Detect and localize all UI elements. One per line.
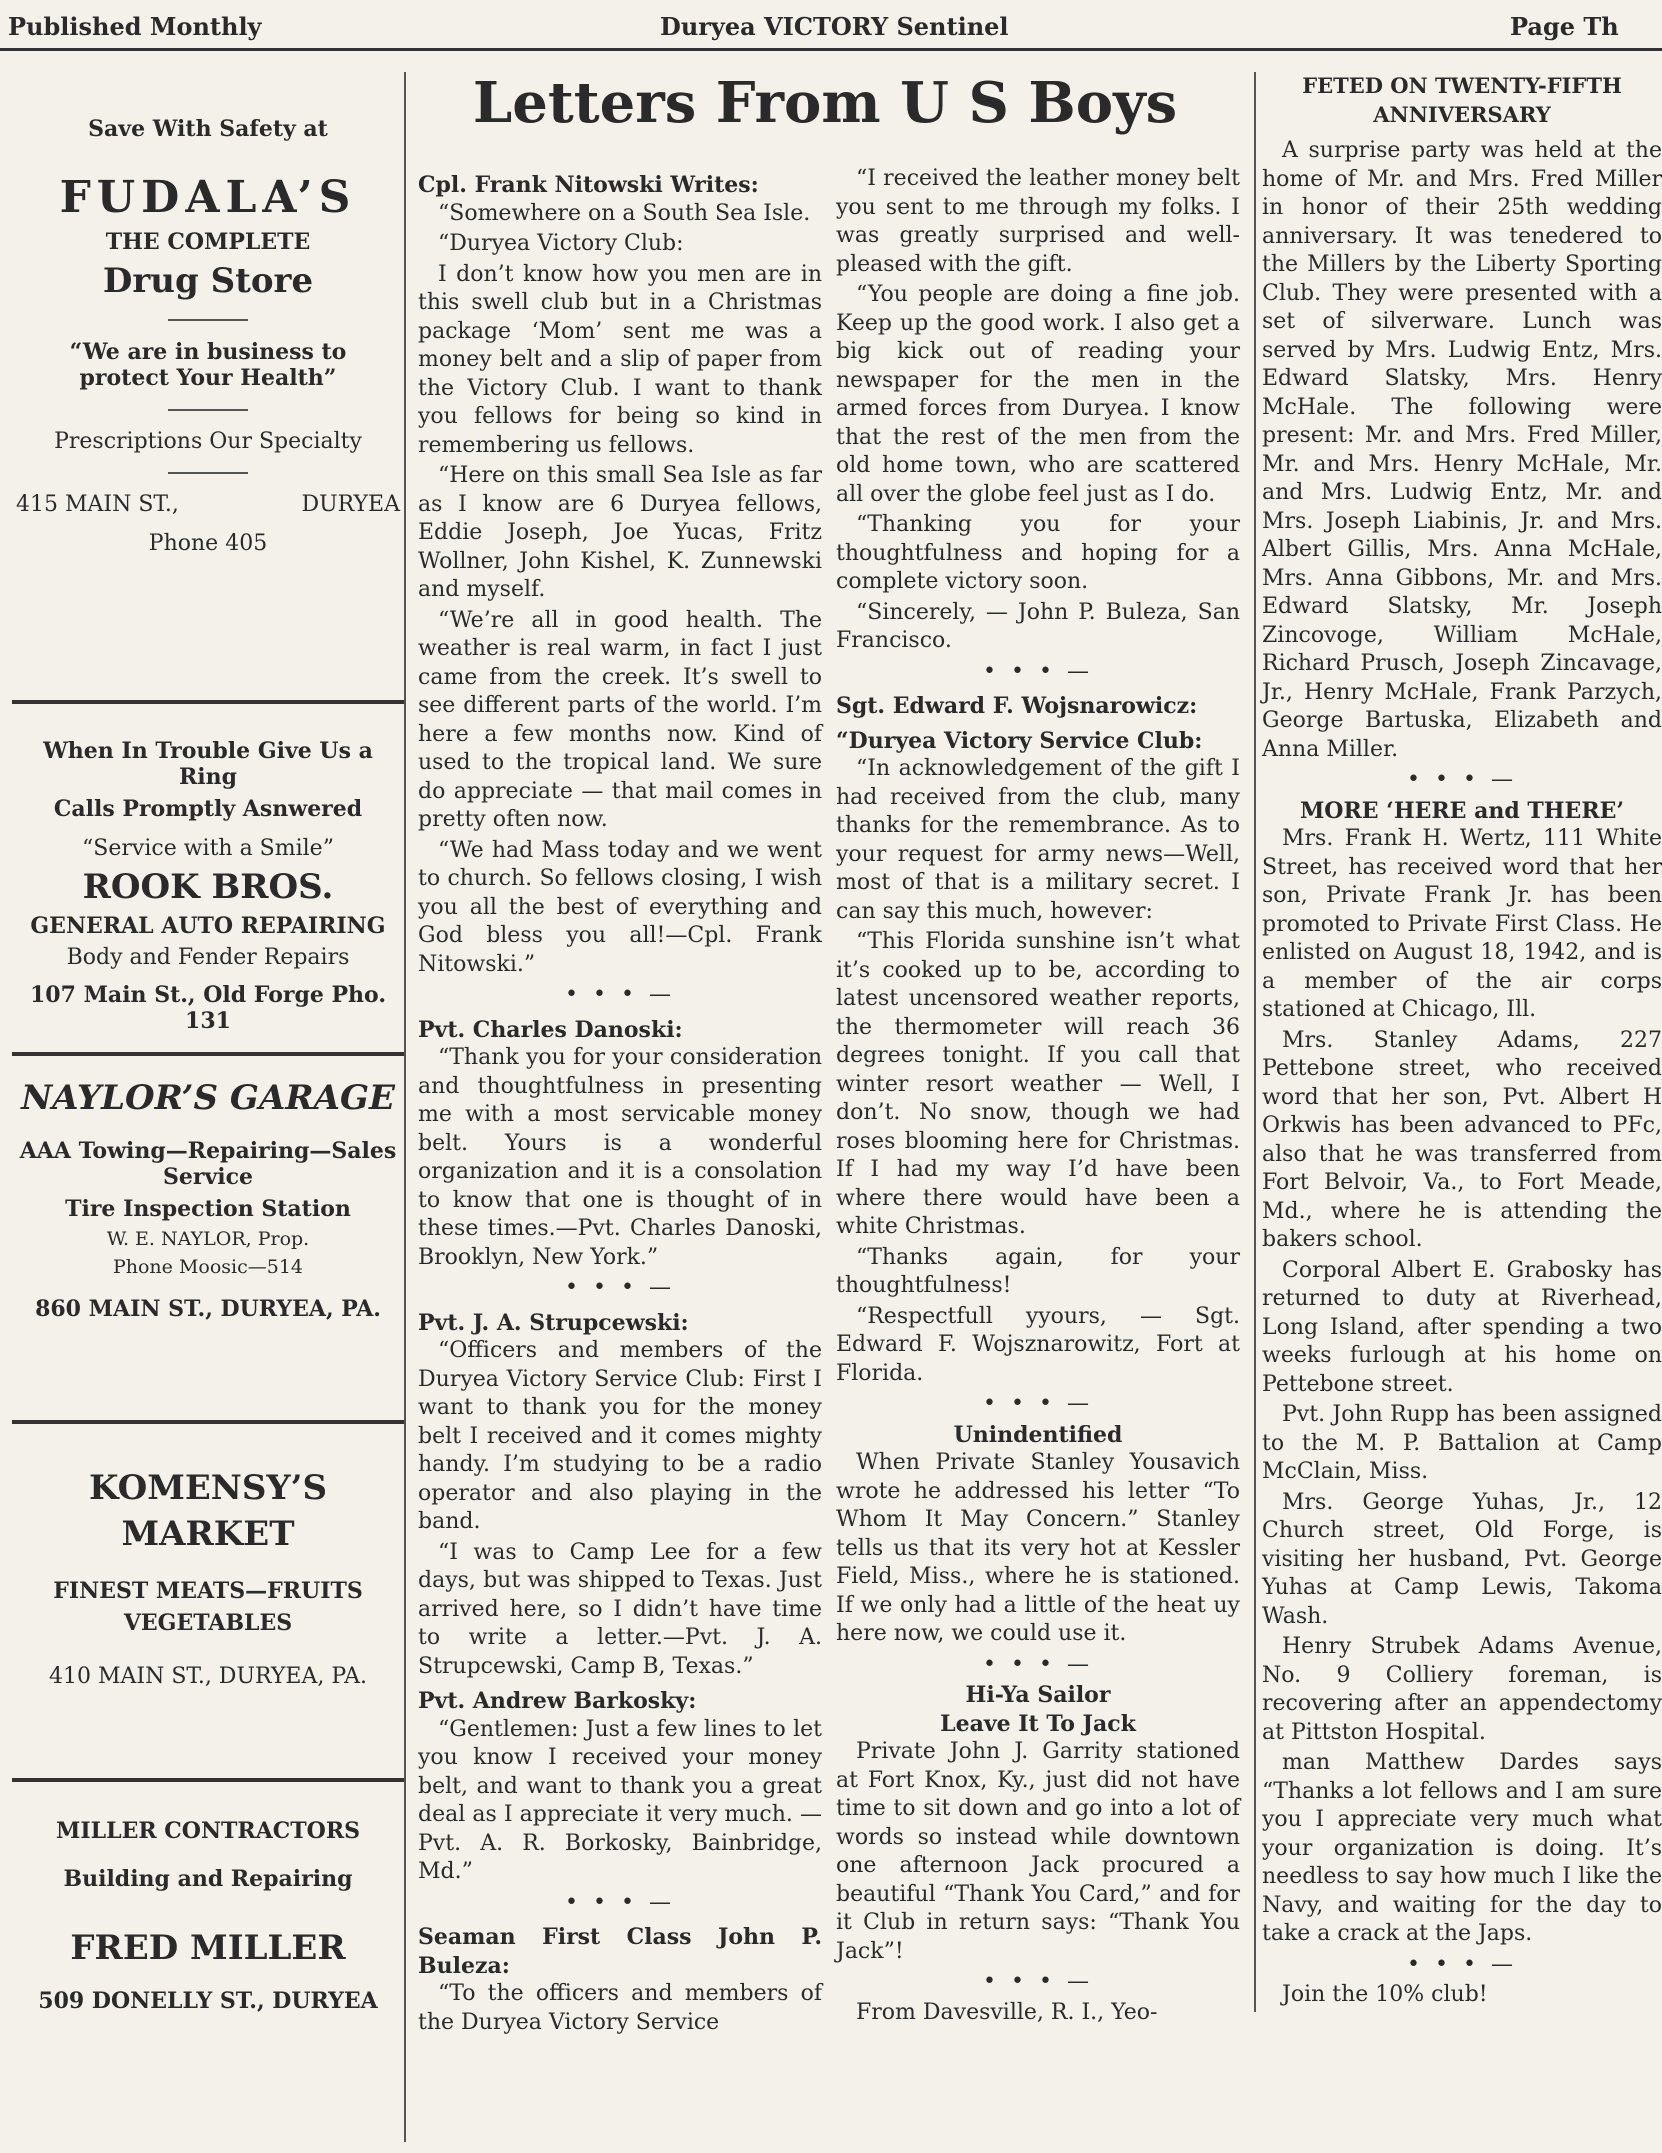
- paragraph: A surprise party was held at the home of Mr. and Mrs. Fred Miller in honor of their 25th wedding anniversary. It was tenedered to the Millers by the Liberty Sporting Club. They were presented with a set of silverware. Lunch was served by Mrs. Ludwig Entz, Mrs. Edward Slatsky, Mrs. Henry McHale. The following were present: Mr. and Mrs. Fred Miller, Mr. and Mrs. Henry McHale, Mr. and Mrs. Ludwig Entz, Mr. and Mrs. Joseph Liabinis, Jr. and Mrs. Albert Gillis, Mrs. Anna McHale, Mrs. Anna Gibbons, Mr. and Mrs. Edward Slatsky, Mr. Joseph Zincovoge, William McHale, Richard Prusch, Joseph Zincavage, Jr., Henry McHale, Frank Parzych, George Bartuska, Elizabeth and Anna Miller.: [1262, 138, 1662, 762]
- ad-address: 509 DONELLY ST., DURYEA: [38, 1988, 378, 2014]
- ad-line: Building and Repairing: [63, 1866, 353, 1892]
- separator: • • • —: [983, 1391, 1093, 1416]
- ad-line: GENERAL AUTO REPAIRING: [30, 913, 386, 939]
- komensys-market-ad: [12, 1462, 404, 1695]
- separator: • • • —: [983, 1969, 1093, 1994]
- ad-title: NAYLOR’S GARAGE: [21, 1078, 395, 1118]
- ad-title: MARKET: [121, 1514, 295, 1554]
- letter-heading: Sgt. Edward F. Wojsnarowicz:: [836, 693, 1198, 719]
- paragraph: When Private Stanley Yousavich wrote he addressed his letter “To Whom It May Concern.” Stanley tells us that its very hot at Kessler Field, Miss., where he is stationed. If we only had a little of the heat uy here now, we could use it.: [836, 1450, 1240, 1646]
- paragraph: “Thanking you for your thoughtfulness and hoping for a complete victory soon.: [836, 512, 1240, 594]
- letter-heading: Hi-Ya Sailor: [965, 1682, 1111, 1708]
- letter-heading: Pvt. J. A. Strupcewski:: [418, 1309, 689, 1336]
- ad-title: FRED MILLER: [70, 1928, 346, 1968]
- divider: [12, 1052, 404, 1056]
- paragraph: Henry Strubek Adams Avenue, No. 9 Colliery foreman, is recovering after an appendectomy at Pittston Hospital.: [1262, 1634, 1662, 1745]
- letter-heading: Pvt. Andrew Barkosky:: [418, 1688, 697, 1714]
- ad-line: When In Trouble Give Us a Ring: [43, 738, 373, 790]
- paragraph: “We had Mass today and we went to church. So fellows closing, I wish you all the best of everything and God bless you all!—Cpl. Frank Nitowski.”: [418, 837, 822, 977]
- paragraph: Mrs. Frank H. Wertz, 111 White Street, has received word that her son, Private Frank Jr. has been promoted to Private First Class. He enlisted on August 18, 1942, and is a member of the air corps stationed at Chicago, Ill.: [1262, 826, 1662, 1022]
- separator: • • • —: [565, 1275, 675, 1300]
- paragraph: Join the 10% club!: [1282, 1982, 1488, 2007]
- rook-bros-ad: [12, 732, 404, 1040]
- ad-line: “Service with a Smile”: [82, 836, 334, 861]
- paragraph: “You people are doing a fine job. Keep up the good work. I also get a big kick out of reading your newspaper for the men in the armed forces from Duryea. I know that the rest of the men from the old home town, who are scattered all over the globe feel just as I do.: [836, 282, 1240, 507]
- paragraph: “Duryea Victory Club:: [438, 231, 684, 256]
- letter-heading: “Duryea Victory Service Club:: [836, 727, 1203, 754]
- separator: • • • —: [983, 658, 1093, 684]
- ad-line: Body and Fender Repairs: [66, 945, 350, 970]
- paragraph: I don’t know how you men are in this swell club but in a Christmas package ‘Mom’ sent me was a money belt and a slip of paper from the Victory Club. I want to thank you fellows for being so kind in remembering us fellows.: [418, 261, 822, 458]
- paragraph: “Sincerely, — John P. Buleza, San Francisco.: [836, 599, 1240, 653]
- ad-title: KOMENSY’S: [88, 1468, 328, 1508]
- ad-title: FUDALA’S: [59, 172, 357, 223]
- ad-title: ROOK BROS.: [82, 867, 334, 907]
- masthead: [0, 0, 1662, 51]
- divider: [12, 1420, 404, 1424]
- divider: [12, 1778, 404, 1782]
- paragraph: Mrs. Stanley Adams, 227 Pettebone street, who received word that her son, Pvt. Albert H Orkwis has been advanced to PFc, also that he was transferred from Fort Belvoir, Va., to Fort Meade, Md., where he is attending the bakers school.: [1262, 1027, 1662, 1252]
- ad-line: THE COMPLETE: [105, 229, 311, 255]
- ad-line: FINEST MEATS—FRUITS: [53, 1578, 363, 1604]
- letter-heading: Seaman First Class John P. Buleza:: [418, 1924, 822, 1979]
- ad-address: 410 MAIN ST., DURYEA, PA.: [48, 1664, 367, 1689]
- paragraph: Pvt. John Rupp has been assigned to the M. P. Battalion at Camp McClain, Miss.: [1262, 1402, 1662, 1484]
- page-number: Page Th: [1510, 12, 1619, 41]
- paragraph: “I received the leather money belt you sent to me through my folks. I was greatly surprised and well-pleased with the gift.: [836, 166, 1240, 277]
- divider: [168, 472, 248, 474]
- ad-line: Calls Promptly Asnwered: [53, 796, 363, 822]
- separator: • • • —: [1407, 767, 1517, 792]
- paragraph: “Here on this small Sea Isle as far as I know are 6 Duryea fellows, Eddie Joseph, Joe Yucas, Fritz Wollner, John Kishel, K. Zunnewski and myself.: [418, 463, 822, 602]
- miller-contractors-ad: [12, 1812, 404, 2020]
- paragraph: “Officers and members of the Duryea Victory Service Club: First I want to thank you for the money belt I received and it comes mighty handy. I’m studying to be a radio operator and also playing in the band.: [418, 1338, 822, 1534]
- separator: • • • —: [565, 1889, 675, 1915]
- divider: [168, 319, 248, 321]
- ad-line: Drug Store: [102, 261, 314, 301]
- paragraph: “To the officers and members of the Duryea Victory Service: [418, 1981, 822, 2035]
- letters-column-2: [836, 165, 1240, 2029]
- paragraph: “I was to Camp Lee for a few days, but was shipped to Texas. Just arrived here, so I didn’t have time to write a letter.—Pvt. J. A. Strupcewski, Camp B, Texas.”: [418, 1539, 822, 1679]
- paragraph: From Davesville, R. I., Yeo-: [856, 1999, 1158, 2025]
- paragraph: Corporal Albert E. Grabosky has returned to duty at Riverhead, Long Island, after spending a two weeks furlough at his home on Pettebone street.: [1262, 1257, 1662, 1397]
- ad-address: 860 MAIN ST., DURYEA, PA.: [35, 1296, 381, 1322]
- ad-title: MILLER CONTRACTORS: [55, 1818, 360, 1844]
- ad-line: AAA Towing—Repairing—Sales Service: [19, 1138, 397, 1190]
- ad-line: Tire Inspection Station: [65, 1196, 351, 1222]
- naylors-garage-ad: [12, 1072, 404, 1328]
- letter-heading: Leave It To Jack: [940, 1710, 1136, 1737]
- social-news-column: [1254, 72, 1662, 2012]
- ad-address: 107 Main St., Old Forge Pho. 131: [30, 982, 386, 1034]
- paragraph: man Matthew Dardes says “Thanks a lot fellows and I am sure you I appreciate very much what your organization is doing. It’s needless to say how much I like the Navy, and waiting for the day to take a crack at the Japs.: [1262, 1750, 1662, 1946]
- paragraph: Private John J. Garrity stationed at Fort Knox, Ky., just did not have time to sit down and go into a lot of words so instead while downtown one afternoon Jack procured a beautiful “Thank You Card,” and for it Club in return says: “Thank You Jack”!: [836, 1739, 1240, 1964]
- ad-line: Prescriptions Our Specialty: [54, 429, 362, 454]
- ad-slogan: “We are in business to protect Your Health”: [69, 339, 347, 391]
- paragraph: “Thanks again, for your thoughtfulness!: [836, 1244, 1240, 1298]
- separator: • • • —: [1407, 1951, 1517, 1977]
- divider: [168, 409, 248, 411]
- paragraph: “We’re all in good health. The weather is real warm, in fact I just came from the creek. It’s swell to see different parts of the world. I’m here a few months now. Kind of used to the tropical land. We sure do appreciate — that mail comes in pretty often now.: [418, 607, 822, 832]
- newspaper-name: Duryea VICTORY Sentinel: [660, 12, 1009, 41]
- paragraph: “Gentlemen: Just a few lines to let you know I received your money belt, and want to thank you a great deal as I appreciate it very much. — Pvt. A. R. Borkosky, Bainbridge, Md.”: [418, 1716, 822, 1884]
- paragraph: “In acknowledgement of the gift I had received from the club, many thanks for the remembrance. As to your request for army news—Well, most of that is a military secret. I can say this much, however:: [836, 756, 1240, 924]
- paragraph: “Thank you for your consideration and thoughtfulness in presenting me with a most servicable money belt. Yours is a wonderful organization and it is a consolation to know that one is thought of in these times.—Pvt. Charles Danoski, Brooklyn, New York.”: [418, 1045, 822, 1270]
- ad-line: Save With Safety at: [88, 116, 328, 142]
- letter-heading: Cpl. Frank Nitowski Writes:: [418, 172, 759, 198]
- ad-phone: Phone Moosic—514: [112, 1256, 304, 1278]
- paragraph: Mrs. George Yuhas, Jr., 12 Church street, Old Forge, is visiting her husband, Pvt. George Yuhas at Camp Lewis, Takoma Wash.: [1262, 1489, 1662, 1629]
- separator: • • • —: [983, 1651, 1093, 1677]
- article-heading: MORE ‘HERE and THERE’: [1299, 797, 1625, 824]
- letters-column-1: [418, 165, 822, 2039]
- paragraph: “Respectfull yyours, — Sgt. Edward F. Wojsznarowitz, Fort at Florida.: [836, 1303, 1240, 1386]
- publication-frequency: Published Monthly: [8, 12, 262, 41]
- section-title: Letters From U S Boys: [472, 70, 1178, 136]
- fudalas-ad: [12, 110, 404, 562]
- separator: • • • —: [565, 982, 675, 1007]
- paragraph: “This Florida sunshine isn’t what it’s cooked up to be, according to latest uncensored weather reports, the thermometer will reach 36 degrees tonight. If you call that winter resort weather — Well, I don’t. No snow, though we had roses blooming here for Christmas. If I had my way I’d have been where there would have been a white Christmas.: [836, 929, 1240, 1239]
- divider: [12, 700, 404, 704]
- letter-heading: Unindentified: [953, 1421, 1123, 1448]
- ad-address: 415 MAIN ST., DURYEA: [16, 492, 400, 517]
- advertisement-column: [12, 72, 406, 2142]
- letter-heading: Pvt. Charles Danoski:: [418, 1016, 683, 1043]
- ad-line: VEGETABLES: [123, 1610, 293, 1636]
- ad-line: W. E. NAYLOR, Prop.: [106, 1228, 310, 1250]
- ad-phone: Phone 405: [148, 531, 268, 556]
- paragraph: “Somewhere on a South Sea Isle.: [438, 200, 811, 226]
- article-heading: FETED ON TWENTY-FIFTH ANNIVERSARY: [1302, 73, 1622, 127]
